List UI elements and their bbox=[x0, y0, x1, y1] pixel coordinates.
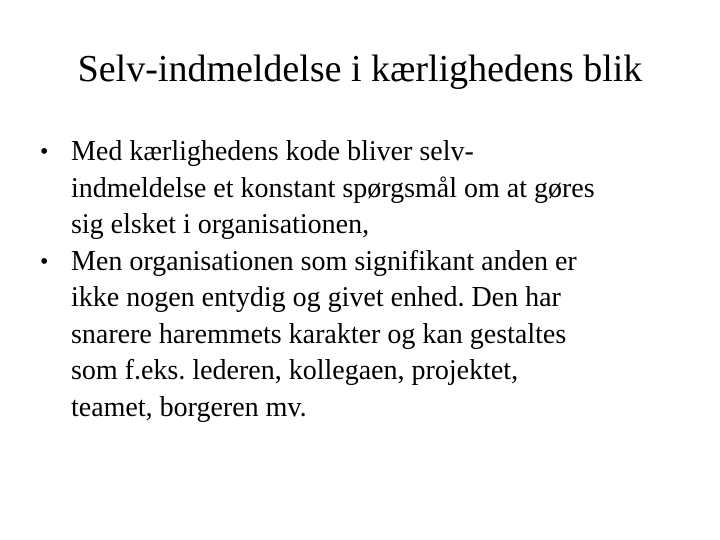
bullet-text-line: Med kærlighedens kode bliver selv- bbox=[71, 136, 474, 167]
bullet-text-line: Men organisationen som signifikant anden er bbox=[71, 245, 577, 277]
bullet-icon: • bbox=[40, 248, 49, 275]
bullet-text-line: teamet, borgeren mv. bbox=[71, 391, 307, 423]
bullet-text-line: indmeldelse et konstant spørgsmål om at gøres bbox=[71, 172, 595, 204]
bullet-text-line: snarere haremmets karakter og kan gestaltes bbox=[71, 318, 567, 350]
bullet-icon: • bbox=[40, 139, 49, 165]
bullet-text-line: ikke nogen entydig og givet enhed. Den har bbox=[71, 282, 561, 313]
bullet-item bbox=[40, 244, 690, 427]
slide-title: Selv-indmeldelse i kærlighedens blik bbox=[77, 48, 643, 90]
bullet-text-line: som f.eks. lederen, kollegaen, projektet, bbox=[71, 355, 519, 386]
bullet-list bbox=[40, 134, 690, 426]
bullet-item bbox=[40, 134, 690, 244]
bullet-text-line: sig elsket i organisationen, bbox=[71, 209, 370, 240]
